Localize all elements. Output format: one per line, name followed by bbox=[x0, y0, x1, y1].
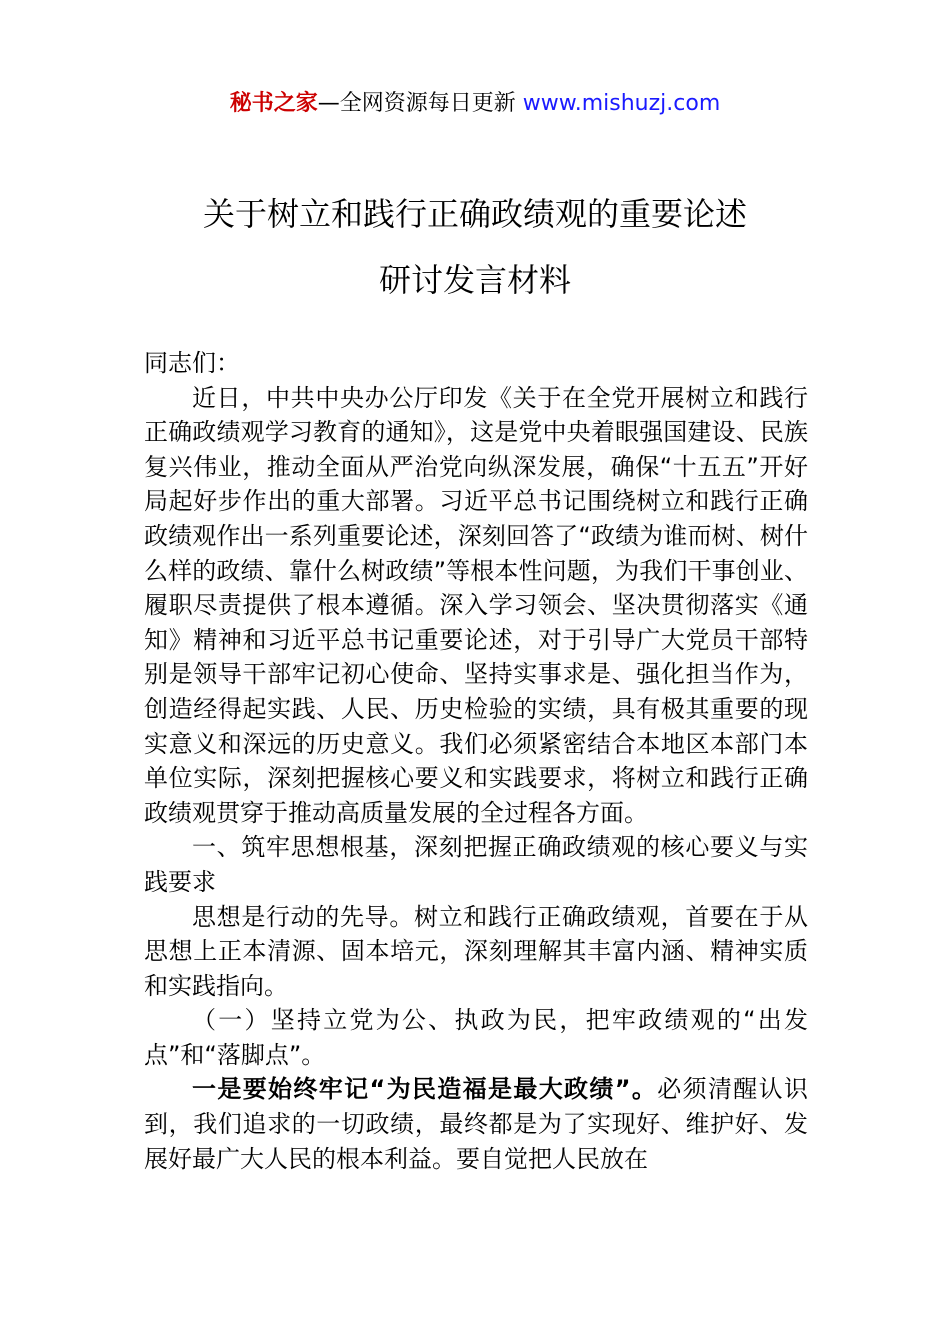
salutation: 同志们： bbox=[144, 349, 240, 377]
site-header bbox=[0, 86, 950, 122]
point-1-lead: 一是要始终牢记“为民造福是最大政绩”。 bbox=[192, 1075, 658, 1104]
document-body bbox=[144, 346, 808, 1176]
section-1-heading: 一、筑牢思想根基，深刻把握正确政绩观的核心要义与实践要求 bbox=[144, 833, 808, 896]
section-1-paragraph: 思想是行动的先导。树立和践行正确政绩观，首要在于从思想上正本清源、固本培元，深刻理解其丰富内涵、精神实质和实践指向。 bbox=[144, 902, 808, 1000]
point-1-paragraph bbox=[144, 1072, 808, 1176]
document-title-line-1: 关于树立和践行正确政绩观的重要论述 bbox=[202, 195, 747, 233]
site-brand: 秘书之家 bbox=[229, 91, 318, 116]
site-tagline: —全网资源每日更新 bbox=[317, 91, 523, 116]
site-url-link[interactable]: www.mishuzj.com bbox=[522, 91, 721, 116]
point-1-text: 必须清醒认识到，我们追求的一切政绩，最终都是为了实现好、维护好、发展好最广大人民的根本利益。要自觉把人民放在 bbox=[144, 1075, 809, 1173]
document-title-line-2: 研讨发言材料 bbox=[378, 261, 571, 299]
subsection-1-heading: （一）坚持立党为公、执政为民，把牢政绩观的“出发点”和“落脚点”。 bbox=[144, 1006, 808, 1069]
intro-paragraph: 近日，中共中央办公厅印发《关于在全党开展树立和践行正确政绩观学习教育的通知》，这是党中央着眼强国建设、民族复兴伟业，推动全面从严治党向纵深发展，确保“十五五”开好局起好步作出的重大部署。习近平总书记围绕树立和践行正确政绩观作出一系列重要论述，深刻回答了“政绩为谁而树、树什么样的政绩、靠什么树政绩”等根本性问题，为我们干事创业、履职尽责提供了根本遵循。深入学习领会、坚决贯彻落实《通知》精神和习近平总书记重要论述，对于引导广大党员干部特别是领导干部牢记初心使命、坚持实事求是、强化担当作为，创造经得起实践、人民、历史检验的实绩，具有极其重要的现实意义和深远的历史意义。我们必须紧密结合本地区本部门本单位实际，深刻把握核心要义和实践要求，将树立和践行正确政绩观贯穿于推动高质量发展的全过程各方面。 bbox=[144, 383, 808, 827]
